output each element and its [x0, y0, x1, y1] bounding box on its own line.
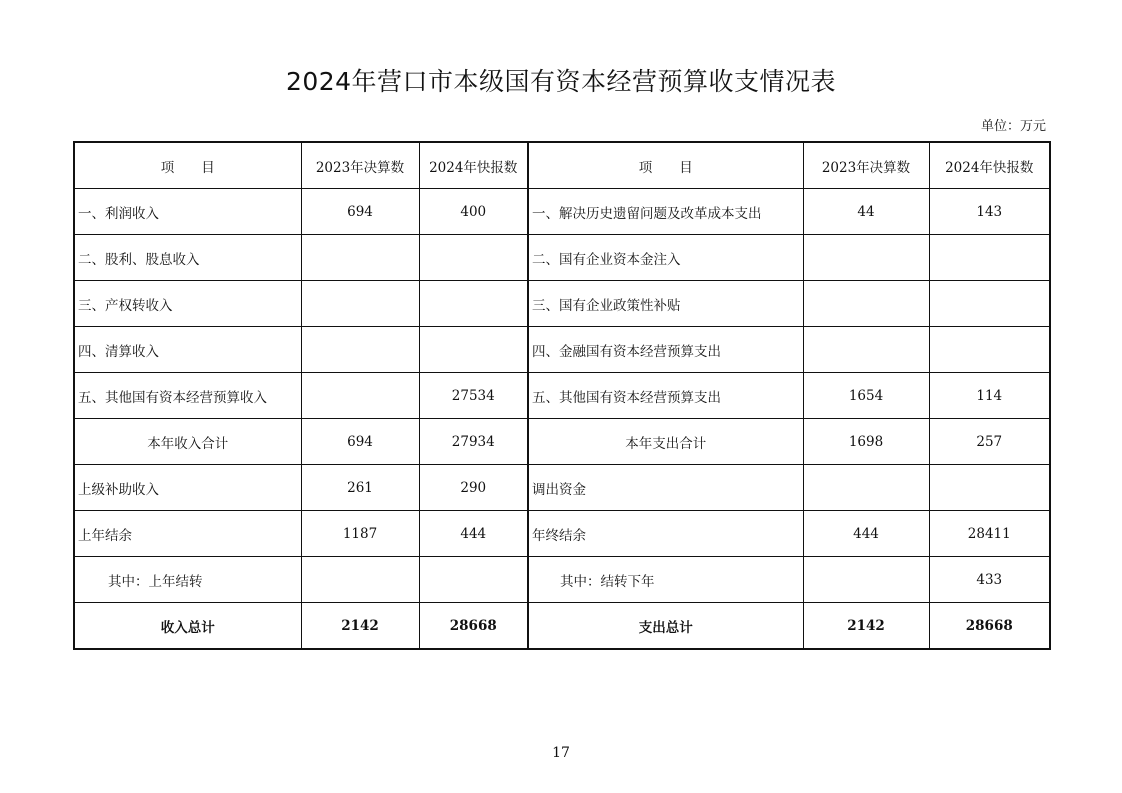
expense-item: 三、国有企业政策性补贴 — [528, 281, 803, 327]
expense-2023: 1654 — [803, 373, 929, 419]
income-2023: 694 — [301, 189, 419, 235]
income-2024: 290 — [419, 465, 528, 511]
expense-item: 四、金融国有资本经营预算支出 — [528, 327, 803, 373]
expense-2023: 44 — [803, 189, 929, 235]
income-2023 — [301, 557, 419, 603]
income-2024 — [419, 327, 528, 373]
expense-2023 — [803, 235, 929, 281]
expense-2024 — [929, 281, 1050, 327]
income-2024: 28668 — [419, 603, 528, 650]
income-item: 三、产权转收入 — [74, 281, 301, 327]
expense-item: 年终结余 — [528, 511, 803, 557]
expense-item: 五、其他国有资本经营预算支出 — [528, 373, 803, 419]
income-item-sub: 其中：上年结转 — [74, 557, 301, 603]
table-row-subtotal — [74, 419, 1050, 465]
table-row-total — [74, 603, 1050, 650]
income-2023 — [301, 281, 419, 327]
income-2023: 694 — [301, 419, 419, 465]
table-row — [74, 557, 1050, 603]
table-row — [74, 281, 1050, 327]
income-total-label: 收入总计 — [74, 603, 301, 650]
table-header-row — [74, 142, 1050, 189]
income-item: 四、清算收入 — [74, 327, 301, 373]
income-2024 — [419, 281, 528, 327]
header-item-income: 项 目 — [74, 142, 301, 189]
table-row — [74, 465, 1050, 511]
income-2024 — [419, 557, 528, 603]
expense-2024 — [929, 235, 1050, 281]
table-row — [74, 235, 1050, 281]
income-item: 上级补助收入 — [74, 465, 301, 511]
expense-item-sub: 其中：结转下年 — [528, 557, 803, 603]
income-2024: 27534 — [419, 373, 528, 419]
income-2023 — [301, 235, 419, 281]
income-2024: 444 — [419, 511, 528, 557]
expense-2024: 28411 — [929, 511, 1050, 557]
income-item: 五、其他国有资本经营预算收入 — [74, 373, 301, 419]
income-2023: 2142 — [301, 603, 419, 650]
income-2023 — [301, 373, 419, 419]
budget-table — [73, 141, 1051, 650]
expense-2024: 433 — [929, 557, 1050, 603]
income-2023: 261 — [301, 465, 419, 511]
income-subtotal-label: 本年收入合计 — [74, 419, 301, 465]
expense-2023 — [803, 327, 929, 373]
income-2024 — [419, 235, 528, 281]
header-2023-expense: 2023年决算数 — [803, 142, 929, 189]
expense-2024: 28668 — [929, 603, 1050, 650]
income-item: 一、利润收入 — [74, 189, 301, 235]
unit-label: 单位：万元 — [980, 119, 1046, 134]
expense-2024 — [929, 327, 1050, 373]
expense-2024: 143 — [929, 189, 1050, 235]
income-item: 上年结余 — [74, 511, 301, 557]
expense-2023: 2142 — [803, 603, 929, 650]
expense-2023 — [803, 281, 929, 327]
expense-item: 二、国有企业资本金注入 — [528, 235, 803, 281]
header-item-expense: 项 目 — [528, 142, 803, 189]
expense-2023: 1698 — [803, 419, 929, 465]
header-2023-income: 2023年决算数 — [301, 142, 419, 189]
income-item: 二、股利、股息收入 — [74, 235, 301, 281]
page-number: 17 — [552, 745, 570, 761]
income-2023: 1187 — [301, 511, 419, 557]
expense-2024 — [929, 465, 1050, 511]
expense-2023 — [803, 465, 929, 511]
income-2024: 27934 — [419, 419, 528, 465]
table-row — [74, 511, 1050, 557]
page-title: 2024年营口市本级国有资本经营预算收支情况表 — [285, 67, 837, 96]
expense-2024: 257 — [929, 419, 1050, 465]
table-row — [74, 189, 1050, 235]
expense-total-label: 支出总计 — [528, 603, 803, 650]
expense-item: 调出资金 — [528, 465, 803, 511]
expense-2023: 444 — [803, 511, 929, 557]
header-2024-income: 2024年快报数 — [419, 142, 528, 189]
income-2024: 400 — [419, 189, 528, 235]
expense-2023 — [803, 557, 929, 603]
table-row — [74, 373, 1050, 419]
table-row — [74, 327, 1050, 373]
expense-2024: 114 — [929, 373, 1050, 419]
expense-item: 一、解决历史遗留问题及改革成本支出 — [528, 189, 803, 235]
expense-subtotal-label: 本年支出合计 — [528, 419, 803, 465]
income-2023 — [301, 327, 419, 373]
header-2024-expense: 2024年快报数 — [929, 142, 1050, 189]
